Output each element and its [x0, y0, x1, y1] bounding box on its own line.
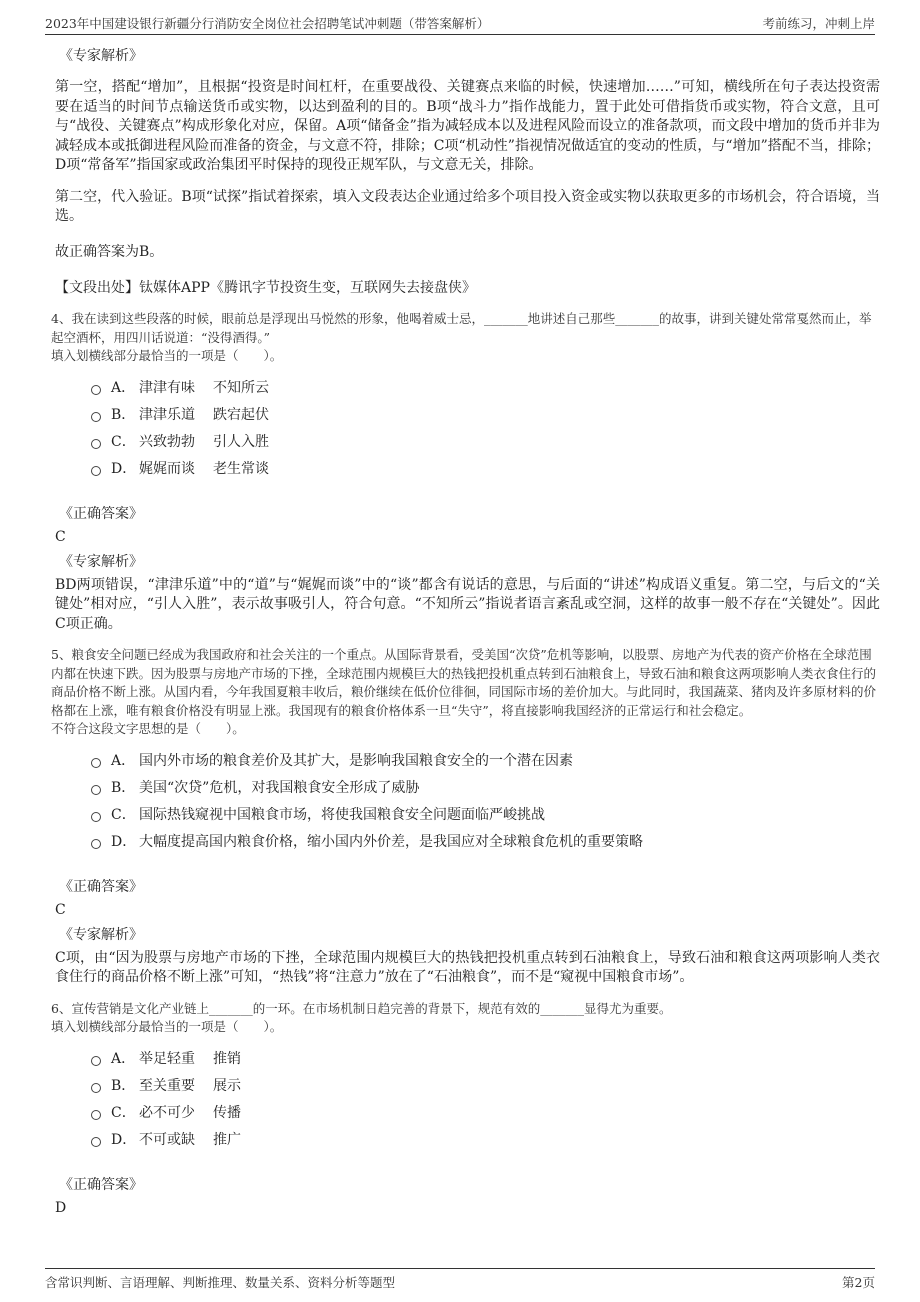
q5-analysis: C项，由“因为股票与房地产市场的下挫，全球范围内规模巨大的热钱把投机重点转到石油粮食上，导致石油和粮食这两项影响人类衣食住行的商品价格不断上涨”可知，“热钱”将“注意力”放在了“石油粮食”，而不是“窥视中国粮食市场”。 — [55, 949, 880, 985]
page-header — [45, 12, 875, 35]
q5-prompt: 不符合这段文字思想的是（ ）。 — [51, 721, 245, 736]
q5-answer: C — [55, 901, 66, 918]
page-number: 第2页 — [842, 1275, 875, 1290]
q6-stem: 6、宣传营销是文化产业链上_______的一环。在市场机制日趋完善的背景下，规范有效的_______显得尤为重要。 — [51, 1000, 672, 1016]
q4-prompt: 填入划横线部分最恰当的一项是（ ）。 — [51, 348, 283, 363]
q6-option-a[interactable]: A． 举足轻重 推销 — [91, 1045, 880, 1072]
q5-option-b[interactable]: B． 美国“次贷”危机，对我国粮食安全形成了威胁 — [91, 774, 880, 801]
radio-icon[interactable] — [91, 466, 101, 476]
q5-option-c[interactable]: C． 国际热钱窥视中国粮食市场，将使我国粮食安全问题面临严峻挑战 — [91, 801, 880, 828]
q4-analysis: BD两项错误，“津津乐道”中的“道”与“娓娓而谈”中的“谈”都含有说话的意思，与后面的“讲述”构成语义重复。第二空，与后文的“关键处”相对应，“引人入胜”，表示故事吸引人，符合句意。“不知所云”指说者语言紊乱或空洞，这样的故事一般不存在“关键处”。因此C项正确。 — [55, 576, 880, 632]
q5-options — [91, 747, 880, 855]
q6-prompt: 填入划横线部分最恰当的一项是（ ）。 — [51, 1019, 283, 1034]
q3-analysis-label: 《专家解析》 — [59, 48, 143, 64]
q5-option-a[interactable]: A． 国内外市场的粮食差价及其扩大，是影响我国粮食安全的一个潜在因素 — [91, 747, 880, 774]
q4-option-a[interactable]: A． 津津有味 不知所云 — [91, 374, 880, 401]
q5-stem: 5、粮食安全问题已经成为我国政府和社会关注的一个重点。从国际背景看，受美国“次贷”危机等影响，以股票、房地产为代表的资产价格在全球范围内都在快速下跌。因为股票与房地产市场的下挫，全球范围内规模巨大的热钱把投机重点转到石油粮食上，导致石油和粮食这两项影响人类衣食住行的商品价格不断上涨。从国内看，今年我国夏粮丰收后，粮价继续在低价位徘徊，同国际市场的差价加大。与此同时，我国蔬菜、猪肉及许多原材料的价格都在上涨，唯有粮食价格没有明显上涨。我国现有的粮食价格体系一旦“失守”，将直接影响我国经济的正常运行和社会稳定。 — [51, 647, 877, 718]
radio-icon[interactable] — [91, 412, 101, 422]
radio-icon[interactable] — [91, 1110, 101, 1120]
q5-option-d[interactable]: D． 大幅度提高国内粮食价格，缩小国内外价差，是我国应对全球粮食危机的重要策略 — [91, 828, 880, 855]
q6-answer-label: 《正确答案》 — [59, 1176, 143, 1193]
question-4 — [51, 310, 880, 634]
radio-icon[interactable] — [91, 812, 101, 822]
q3-analysis-para1: 第一空，搭配“增加”，且根据“投资是时间杠杆，在重要战役、关键赛点来临的时候，快速增加……”可知，横线所在句子表达投资需要在适当的时间节点输送货币或实物，以达到盈利的目的。B项“战斗力”指作战能力，置于此处可借指货币或实物，符合文意，且可与“战役、关键赛点”构成形象化对应，保留。A项“储备金”指为减轻成本以及进程风险而设立的准备款项，而文段中增加的货币并非为减轻成本或抵御进程风险而准备的资金，与文意不符，排除；C项“机动性”指视情况做适宜的变动的性质，与“增加”搭配不当，排除；D项“常备军”指国家或政治集团平时保持的现役正规军队，与文意无关，排除。 — [55, 79, 880, 173]
footer-topics: 含常识判断、言语理解、判断推理、数量关系、资料分析等题型 — [45, 1275, 396, 1290]
q6-option-d[interactable]: D． 不可或缺 推广 — [91, 1126, 880, 1153]
radio-icon[interactable] — [91, 439, 101, 449]
q3-analysis-para2: 第二空，代入验证。B项“试探”指试着探索，填入文段表达企业通过给多个项目投入资金或实物以获取更多的市场机会，符合语境，当选。 — [55, 188, 880, 224]
page-content — [51, 40, 880, 1217]
q4-stem: 4、我在读到这些段落的时候，眼前总是浮现出马悦然的形象，他喝着威士忌，_______地讲述自己那些_______的故事，讲到关键处常常戛然而止，举起空酒杯，用四川话说道：“没得酒得。” — [51, 311, 872, 345]
q4-option-d[interactable]: D． 娓娓而谈 老生常谈 — [91, 455, 880, 482]
q4-answer: C — [55, 528, 66, 545]
q5-answer-label: 《正确答案》 — [59, 878, 143, 895]
q6-option-b[interactable]: B． 至关重要 展示 — [91, 1072, 880, 1099]
question-6 — [51, 1000, 880, 1217]
q4-answer-label: 《正确答案》 — [59, 505, 143, 522]
document-title: 2023年中国建设银行新疆分行消防安全岗位社会招聘笔试冲刺题（带答案解析） — [45, 16, 490, 31]
radio-icon[interactable] — [91, 758, 101, 768]
q4-option-c[interactable]: C． 兴致勃勃 引人入胜 — [91, 428, 880, 455]
page-footer — [45, 1268, 875, 1291]
radio-icon[interactable] — [91, 1056, 101, 1066]
question-5 — [51, 646, 880, 988]
header-motto: 考前练习，冲刺上岸 — [762, 16, 875, 31]
q6-answer: D — [55, 1199, 67, 1216]
q4-option-b[interactable]: B． 津津乐道 跌宕起伏 — [91, 401, 880, 428]
q5-analysis-label: 《专家解析》 — [59, 926, 143, 943]
radio-icon[interactable] — [91, 785, 101, 795]
q6-options — [91, 1045, 880, 1153]
radio-icon[interactable] — [91, 1137, 101, 1147]
q6-option-c[interactable]: C． 必不可少 传播 — [91, 1099, 880, 1126]
radio-icon[interactable] — [91, 839, 101, 849]
radio-icon[interactable] — [91, 1083, 101, 1093]
q4-analysis-label: 《专家解析》 — [59, 553, 143, 570]
q3-conclusion: 故正确答案为B。 — [55, 243, 164, 260]
q4-options — [91, 374, 880, 482]
radio-icon[interactable] — [91, 385, 101, 395]
q3-source: 【文段出处】钛媒体APP《腾讯字节投资生变，互联网失去接盘侠》 — [55, 280, 476, 296]
